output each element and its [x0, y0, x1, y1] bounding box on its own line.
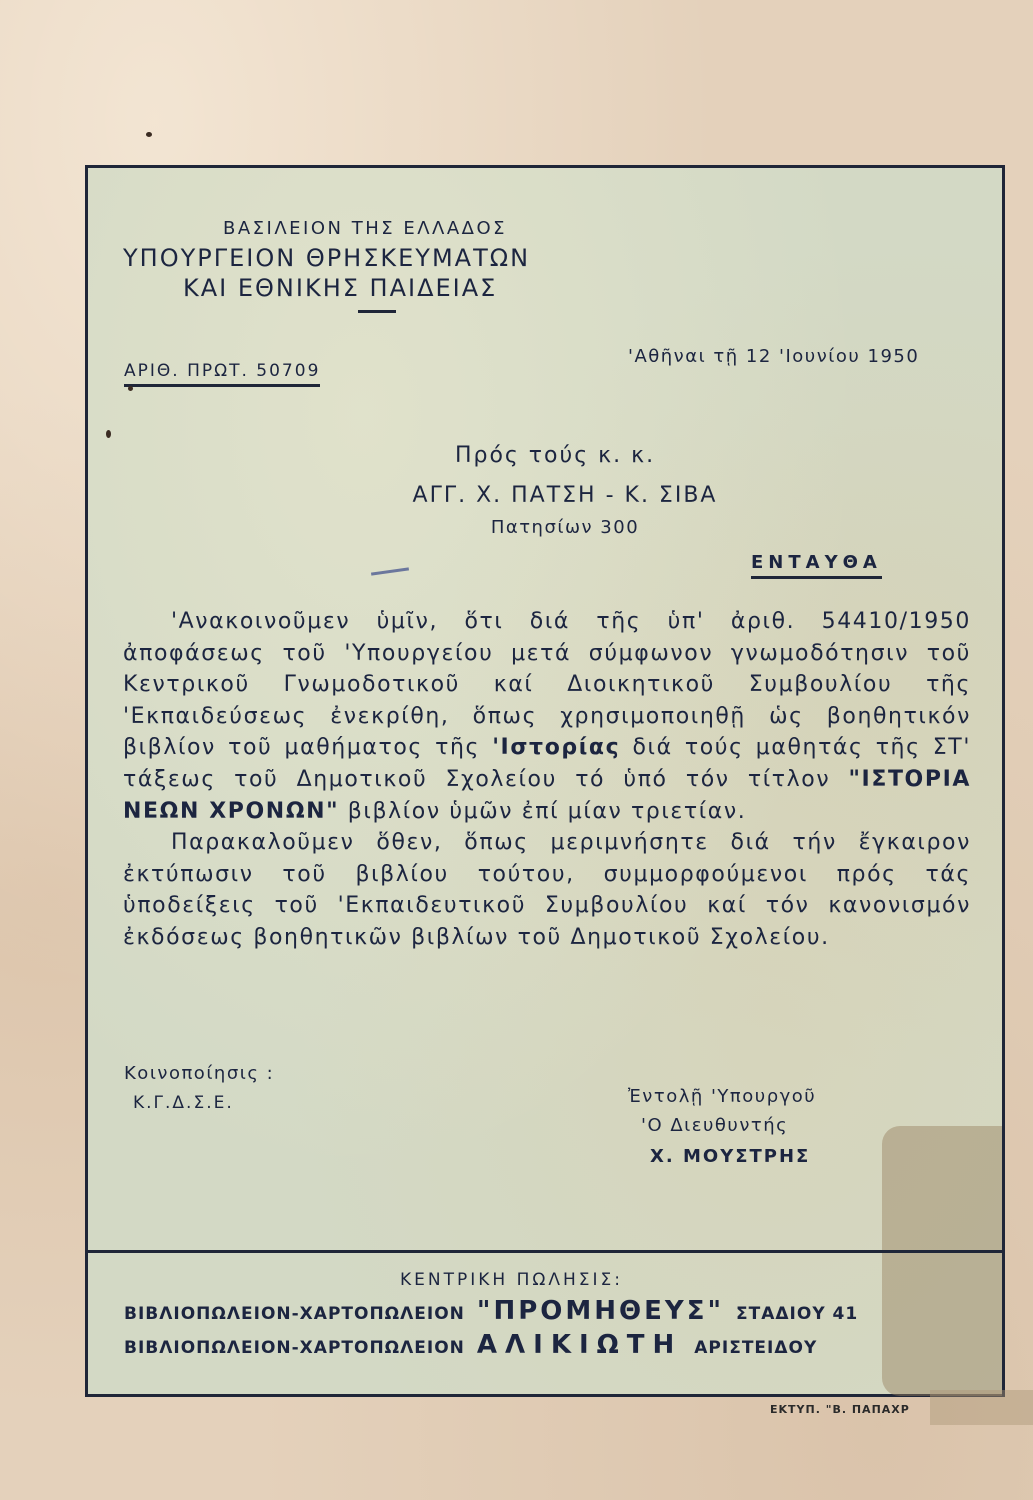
addressee-names: ΑΓΓ. Χ. ΠΑΤΣΗ - Κ. ΣΙΒΑ [412, 483, 718, 508]
paper-stain [930, 1390, 1033, 1425]
ink-speck [106, 430, 111, 438]
ministry-letter [85, 165, 1005, 1397]
letterhead-rule [358, 310, 396, 313]
protocol-number: ΑΡΙΘ. ΠΡΩΤ. 50709 [124, 361, 320, 387]
shop-address: ΣΤΑΔΙΟΥ 41 [736, 1304, 859, 1324]
footer-divider [88, 1250, 1002, 1253]
kingdom-title: ΒΑΣΙΛΕΙΟΝ ΤΗΣ ΕΛΛΑΔΟΣ [223, 218, 507, 239]
body-paragraph-1: 'Ανακοινοῦμεν ὑμῖν, ὅτι διά τῆς ὑπ' ἀριθ. 54410/1950 ἀποφάσεως τοῦ 'Υπουργείου μετά σύμφωνον γνωμοδότησιν τοῦ Κεντρικοῦ Γνωμοδοτικοῦ καί Διοικητικοῦ Συμβουλίου τῆς 'Εκπαιδεύσεως ἐνεκρίθη, ὅπως χρησιμοποιηθῇ ὡς βοηθητικόν βιβλίον τοῦ μαθήματος τῆς 'Ιστορίας διά τούς μαθητάς τῆς ΣΤ' τάξεως τοῦ Δημοτικοῦ Σχολείου τό ὑπό τόν τίτλον "ΙΣΤΟΡΙΑ ΝΕΩΝ ΧΡΟΝΩΝ" βιβλίον ὑμῶν ἐπί μίαν τριετίαν. [123, 609, 971, 824]
signature-authority: Ἐντολῇ 'Υπουργοῦ [628, 1086, 817, 1107]
subject-name: 'Ιστορίας [492, 735, 621, 761]
ink-speck [146, 132, 152, 137]
body-paragraph-2: Παρακαλοῦμεν ὅθεν, ὅπως μεριμνήσητε διά τήν ἔγκαιρον ἐκτύπωσιν τοῦ βιβλίου τούτου, συμμορφούμενοι πρός τάς ὑποδείξεις τοῦ 'Εκπαιδευτικοῦ Συμβουλίου καί τόν κανονισμόν ἐκδόσεως βοηθητικῶν βιβλίων τοῦ Δημοτικοῦ Σχολείου. [123, 830, 971, 950]
shop-type: ΒΙΒΛΙΟΠΩΛΕΙΟΝ-ΧΑΡΤΟΠΩΛΕΙΟΝ [124, 1304, 465, 1324]
letter-date: 'Αθῆναι τῇ 12 'Ιουνίου 1950 [628, 346, 920, 367]
paper-stain [882, 1126, 1002, 1396]
addressee-salutation: Πρός τούς κ. κ. [454, 443, 656, 468]
printer-imprint: ΕΚΤΥΠ. "Β. ΠΑΠΑΧΡ [770, 1403, 910, 1416]
ministry-title-line1: ΥΠΟΥΡΓΕΙΟΝ ΘΡΗΣΚΕΥΜΑΤΩΝ [123, 244, 531, 272]
ink-speck [128, 386, 133, 391]
sales-row [124, 1296, 858, 1326]
shop-name: ΑΛΙΚΙΩΤΗ [476, 1330, 683, 1360]
letter-body [123, 606, 971, 954]
ministry-title-line2: ΚΑΙ ΕΘΝΙΚΗΣ ΠΑΙΔΕΙΑΣ [183, 274, 498, 302]
cc-label: Κοινοποίησις : [124, 1063, 275, 1084]
addressee-city: ΕΝΤΑΥΘΑ [751, 552, 882, 579]
sales-title: ΚΕΝΤΡΙΚΗ ΠΩΛΗΣΙΣ: [400, 1270, 624, 1290]
pen-mark [371, 567, 409, 575]
shop-address: ΑΡΙΣΤΕΙΔΟΥ [694, 1338, 818, 1358]
shop-type: ΒΙΒΛΙΟΠΩΛΕΙΟΝ-ΧΑΡΤΟΠΩΛΕΙΟΝ [124, 1338, 465, 1358]
addressee-street: Πατησίων 300 [490, 517, 640, 538]
book-title: "ΙΣΤΟΡΙΑ ΝΕΩΝ ΧΡΟΝΩΝ" [123, 766, 971, 824]
sales-row [124, 1330, 817, 1360]
shop-name: "ΠΡΟΜΗΘΕΥΣ" [476, 1296, 725, 1326]
signature-name: Χ. ΜΟΥΣΤΡΗΣ [650, 1146, 811, 1167]
signature-role: 'Ο Διευθυντής [641, 1115, 789, 1136]
cc-value: Κ.Γ.Δ.Σ.Ε. [133, 1093, 234, 1113]
